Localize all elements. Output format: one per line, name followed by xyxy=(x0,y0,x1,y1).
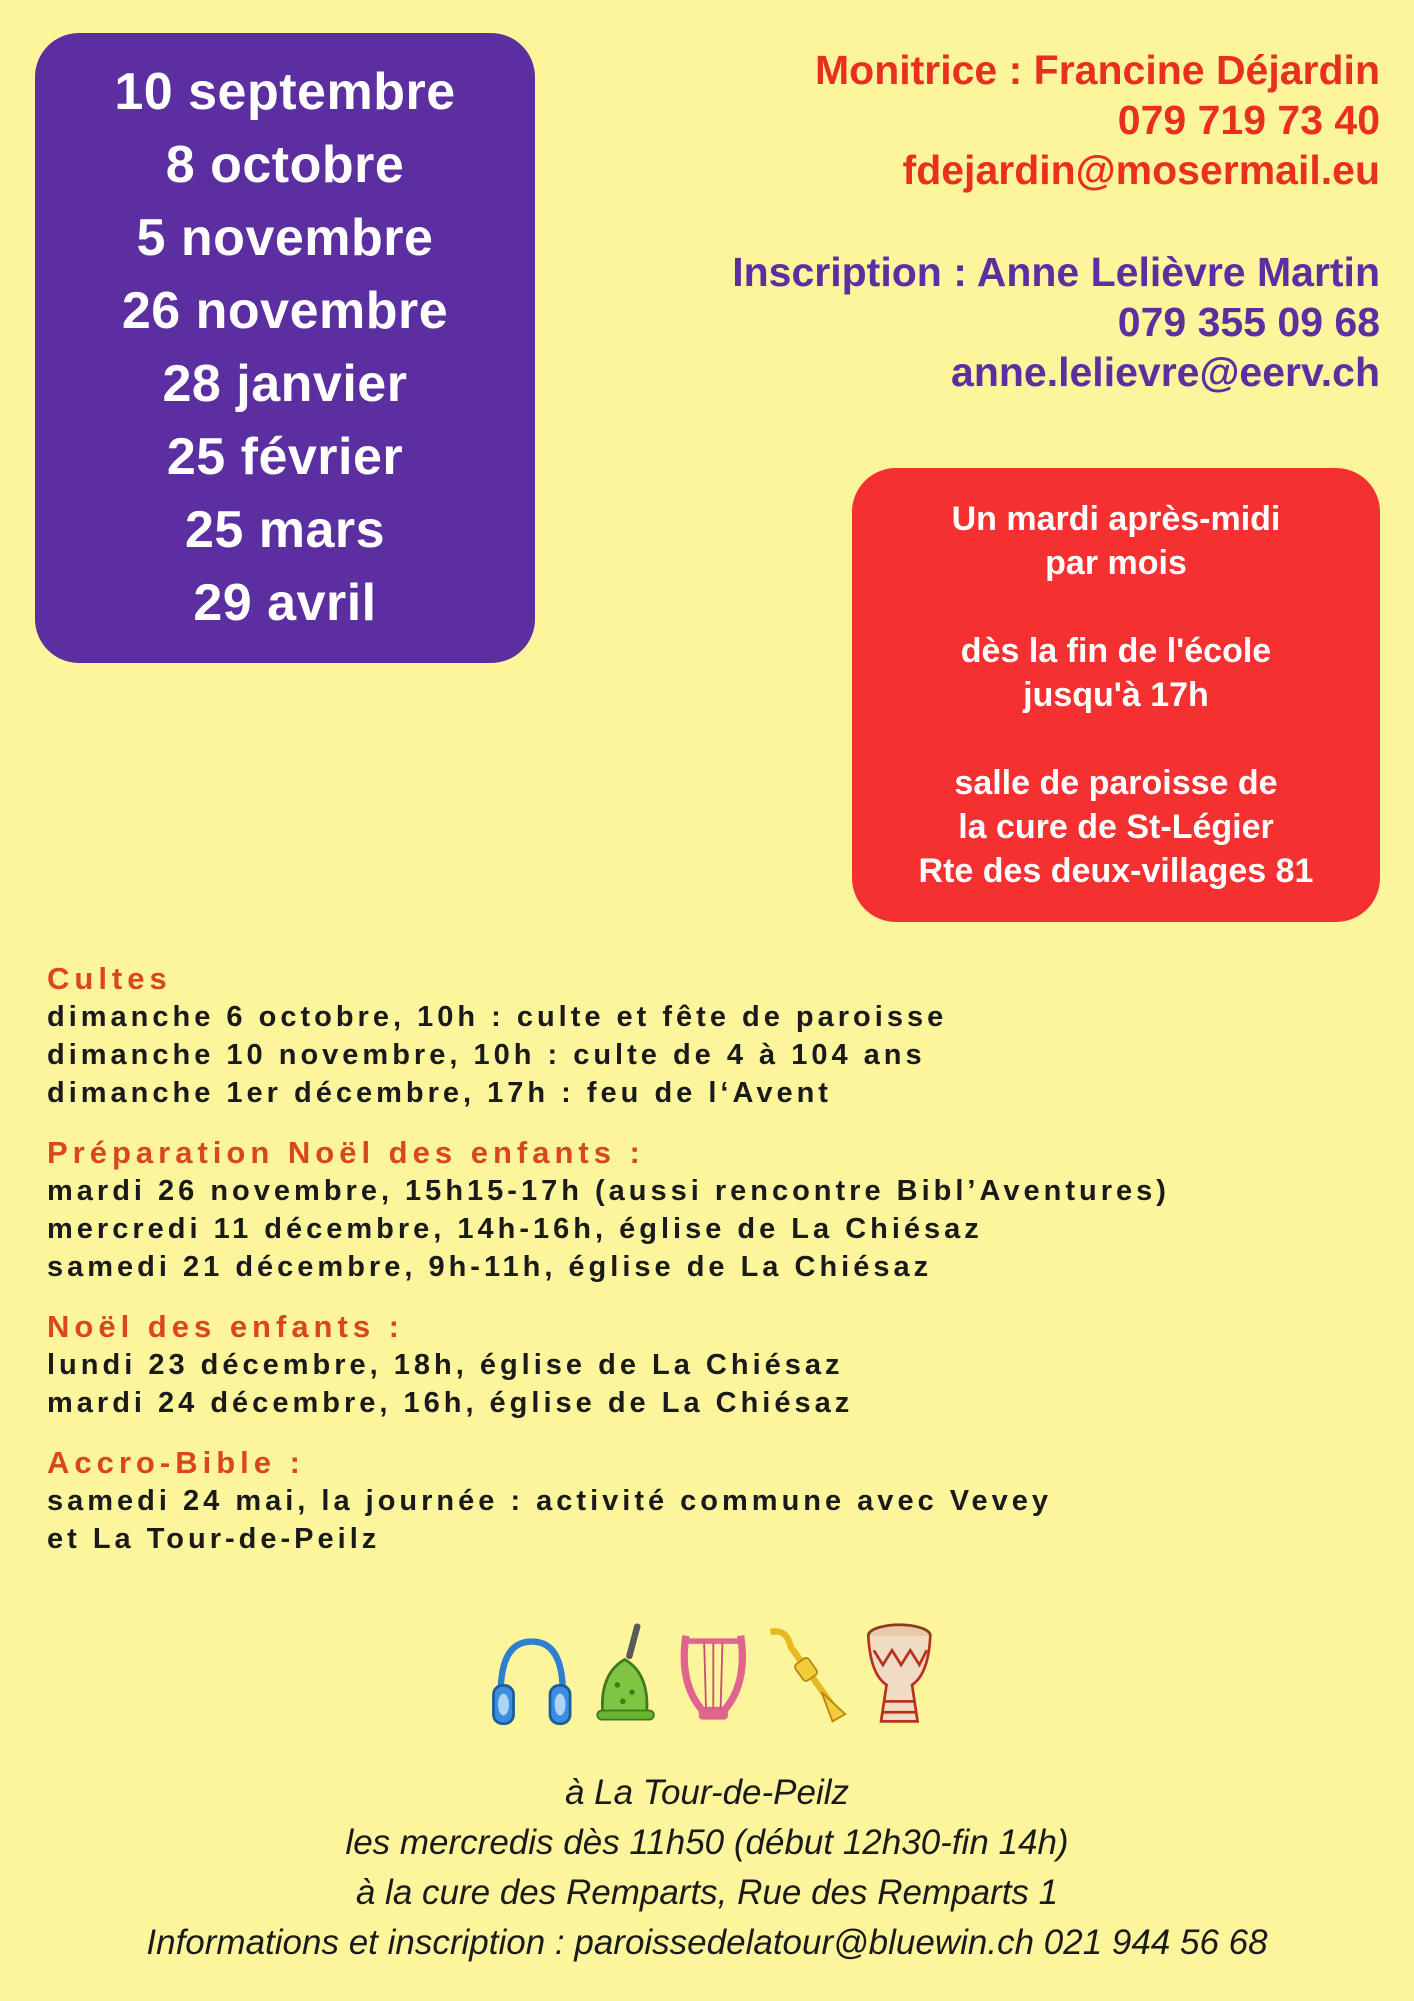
date-item: 25 mars xyxy=(184,501,386,559)
event-line: samedi 21 décembre, 9h-11h, église de La Chiésaz xyxy=(47,1251,933,1283)
monitrice-label: Monitrice : Francine Déjardin xyxy=(815,47,1380,93)
section-preparation-noel xyxy=(47,1134,1387,1286)
headphones-icon xyxy=(488,1624,576,1734)
section-noel-enfants xyxy=(47,1308,1387,1422)
dates-box xyxy=(35,33,535,663)
event-line: dimanche 10 novembre, 10h : culte de 4 à 104 ans xyxy=(47,1039,926,1071)
trumpet-icon xyxy=(765,1614,847,1734)
info-line: dès la fin de l'école xyxy=(960,632,1272,670)
inscription-email[interactable]: anne.lelievre@eerv.ch xyxy=(951,349,1380,395)
inscription-phone: 079 355 09 68 xyxy=(1117,299,1380,345)
monitrice-email[interactable]: fdejardin@mosermail.eu xyxy=(902,147,1380,193)
section-title: Accro-Bible : xyxy=(47,1445,305,1480)
info-line: salle de paroisse de xyxy=(954,764,1278,802)
info-line: Rte des deux-villages 81 xyxy=(918,852,1314,890)
footer-line: les mercredis dès 11h50 (début 12h30-fin 14h) xyxy=(345,1823,1069,1862)
event-line: mercredi 11 décembre, 14h-16h, église de La Chiésaz xyxy=(47,1213,983,1245)
info-line: la cure de St-Légier xyxy=(958,808,1274,846)
date-item: 28 janvier xyxy=(162,355,408,413)
footer-line: à La Tour-de-Peilz xyxy=(564,1773,850,1812)
date-item: 29 avril xyxy=(193,574,377,632)
event-line: samedi 24 mai, la journée : activité commune avec Vevey xyxy=(47,1485,1053,1517)
section-title: Cultes xyxy=(47,961,172,996)
date-item: 26 novembre xyxy=(121,282,449,340)
section-title: Préparation Noël des enfants : xyxy=(47,1135,645,1170)
bell-icon xyxy=(590,1614,661,1734)
inscription-label: Inscription : Anne Lelièvre Martin xyxy=(732,249,1380,295)
monitrice-phone: 079 719 73 40 xyxy=(1117,97,1380,143)
event-line: mardi 24 décembre, 16h, église de La Chiésaz xyxy=(47,1387,854,1419)
footer-contact-line[interactable]: Informations et inscription : paroissedelatour@bluewin.ch 021 944 56 68 xyxy=(146,1923,1268,1962)
event-line: et La Tour-de-Peilz xyxy=(47,1523,381,1555)
event-line: dimanche 1er décembre, 17h : feu de l‘Avent xyxy=(47,1077,832,1109)
info-line: jusqu'à 17h xyxy=(1023,676,1209,714)
date-item: 25 février xyxy=(166,428,404,486)
instruments-row xyxy=(488,1604,938,1734)
footer-line: à la cure des Remparts, Rue des Remparts 1 xyxy=(355,1873,1059,1912)
date-item: 5 novembre xyxy=(136,209,434,267)
contacts-block xyxy=(620,45,1380,397)
drum-icon xyxy=(861,1614,938,1734)
info-line: Un mardi après-midi xyxy=(951,500,1281,538)
date-item: 10 septembre xyxy=(114,63,456,121)
lyre-icon xyxy=(675,1614,752,1734)
footer-info xyxy=(0,1768,1414,1968)
section-title: Noël des enfants : xyxy=(47,1309,404,1344)
event-line: lundi 23 décembre, 18h, église de La Chiésaz xyxy=(47,1349,844,1381)
info-line: par mois xyxy=(1045,544,1187,582)
event-line: mardi 26 novembre, 15h15-17h (aussi rencontre Bibl’Aventures) xyxy=(47,1175,1170,1207)
date-item: 8 octobre xyxy=(165,136,405,194)
schedule-info-box xyxy=(852,468,1380,922)
events-list xyxy=(47,960,1387,1580)
section-accro-bible xyxy=(47,1444,1387,1558)
section-cultes xyxy=(47,960,1387,1112)
event-line: dimanche 6 octobre, 10h : culte et fête de paroisse xyxy=(47,1001,948,1033)
